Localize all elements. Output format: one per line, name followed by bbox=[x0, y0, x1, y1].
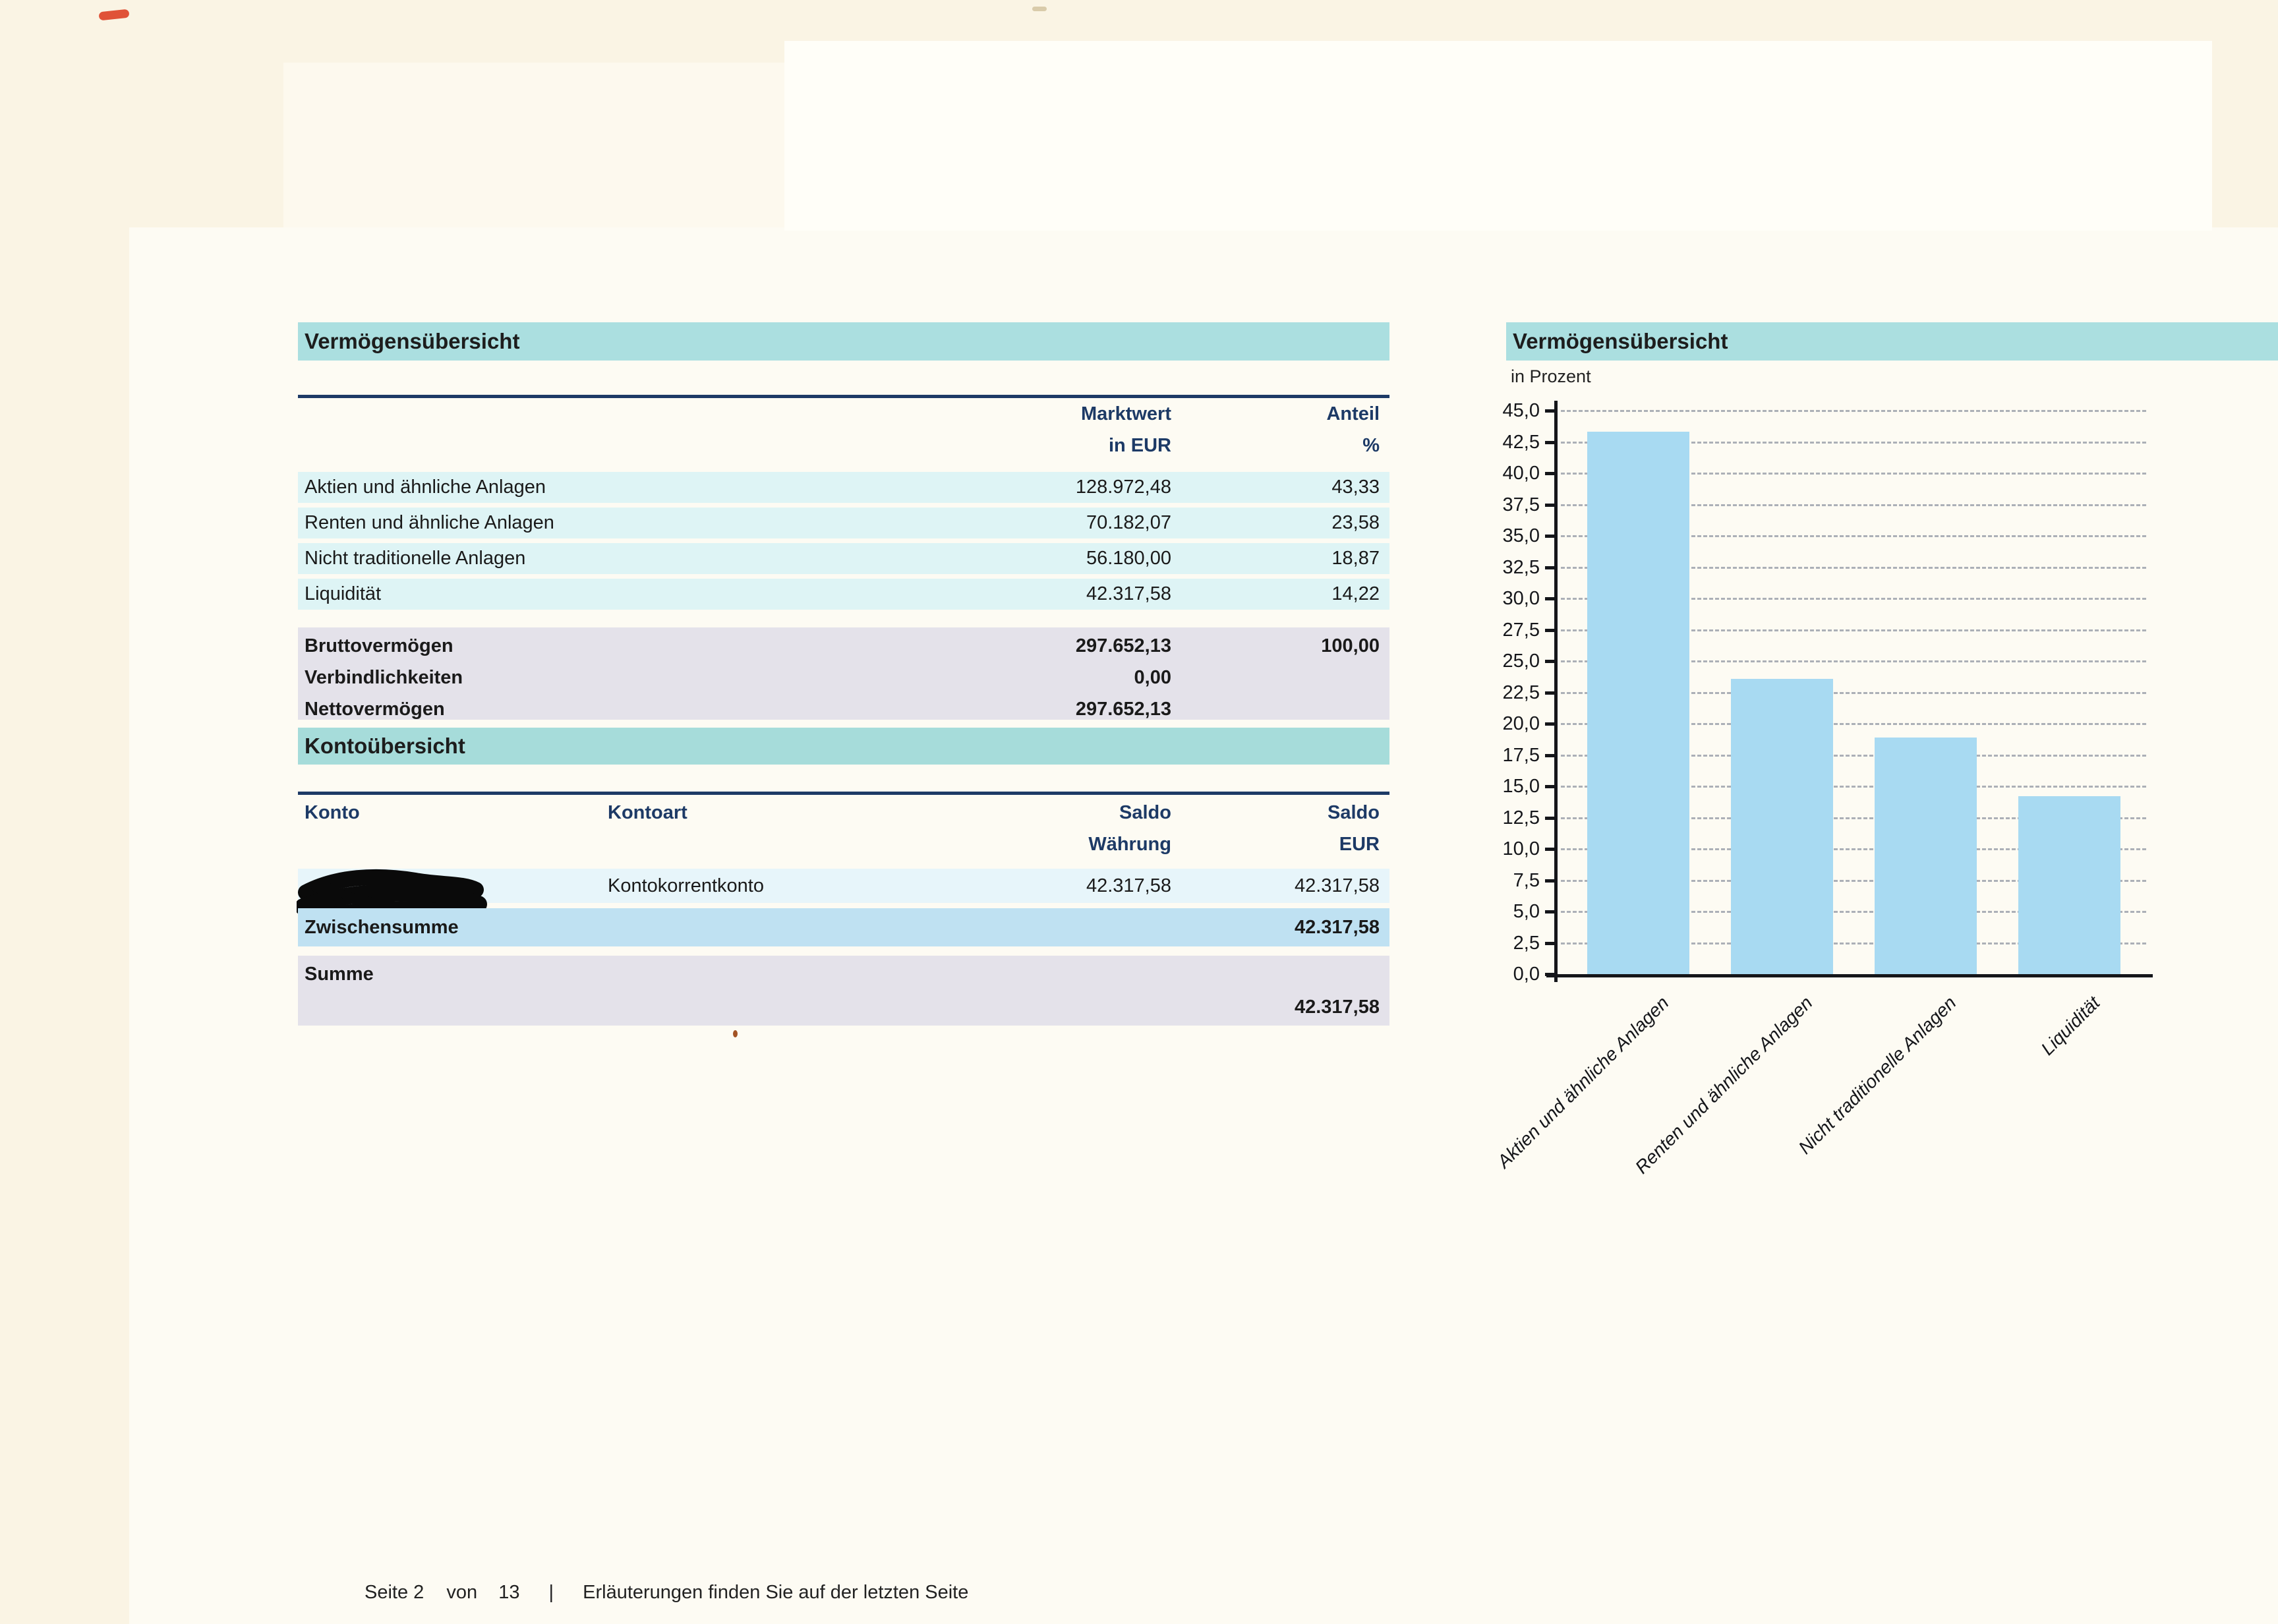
col-header-marktwert: Marktwert bbox=[1081, 403, 1171, 424]
col-header-saldo-waehrung-1: Saldo bbox=[1119, 802, 1171, 823]
col-header-saldo-eur-1: Saldo bbox=[1328, 802, 1380, 823]
col-header-saldo-waehrung-2: Währung bbox=[1088, 834, 1171, 855]
chart-y-tick bbox=[1545, 942, 1555, 945]
paper-shade bbox=[784, 41, 2212, 231]
account-row-saldo-eur: 42.317,58 bbox=[1294, 875, 1380, 896]
total-row-label: Verbindlichkeiten bbox=[305, 667, 463, 688]
asset-row-share: 43,33 bbox=[1331, 477, 1380, 498]
account-row-kontoart: Kontokorrentkonto bbox=[608, 875, 764, 896]
page-footer bbox=[365, 1582, 968, 1604]
chart-category-label: Liquidität bbox=[2037, 992, 2104, 1059]
chart-y-tick bbox=[1545, 566, 1555, 569]
chart-title-band bbox=[1506, 322, 2278, 361]
chart-y-tick-label: 12,5 bbox=[1502, 807, 1540, 828]
account-overview-title: Kontoübersicht bbox=[305, 734, 465, 758]
chart-y-tick-label: 40,0 bbox=[1502, 463, 1540, 484]
asset-table-row bbox=[298, 508, 1389, 538]
chart-y-tick bbox=[1545, 910, 1555, 914]
asset-row-value: 128.972,48 bbox=[1075, 477, 1171, 498]
chart-y-tick-label: 30,0 bbox=[1502, 588, 1540, 609]
chart-y-tick-label: 32,5 bbox=[1502, 556, 1540, 578]
asset-table-row bbox=[298, 579, 1389, 610]
chart-x-axis-baseline bbox=[1546, 974, 2153, 977]
chart-y-tick bbox=[1545, 441, 1555, 444]
summe-value: 42.317,58 bbox=[1294, 997, 1380, 1018]
chart-y-tick-label: 45,0 bbox=[1502, 400, 1540, 421]
table-top-rule bbox=[298, 395, 1389, 398]
col-header-percent: % bbox=[1362, 435, 1380, 456]
chart-y-tick bbox=[1545, 409, 1555, 413]
col-header-in-eur: in EUR bbox=[1108, 435, 1171, 456]
footer-separator: | bbox=[548, 1582, 554, 1603]
zwischensumme-band bbox=[298, 908, 1389, 946]
total-row-value: 0,00 bbox=[1134, 667, 1171, 688]
chart-y-tick-label: 7,5 bbox=[1513, 869, 1540, 891]
chart-y-tick-label: 37,5 bbox=[1502, 494, 1540, 515]
total-row-value: 297.652,13 bbox=[1075, 699, 1171, 720]
col-header-saldo-eur-2: EUR bbox=[1339, 834, 1380, 855]
scan-artifact-speck bbox=[733, 1030, 738, 1037]
col-header-konto: Konto bbox=[305, 802, 360, 823]
chart-y-tick bbox=[1545, 535, 1555, 538]
chart-y-tick-label: 42,5 bbox=[1502, 431, 1540, 453]
col-header-anteil: Anteil bbox=[1326, 403, 1380, 424]
paper-shade bbox=[283, 63, 784, 227]
chart-y-tick-label: 15,0 bbox=[1502, 776, 1540, 797]
footer-of-word: von bbox=[446, 1582, 478, 1603]
chart-y-tick-label: 22,5 bbox=[1502, 682, 1540, 703]
scan-artifact-red-mark bbox=[98, 9, 129, 21]
chart-y-tick-label: 5,0 bbox=[1513, 901, 1540, 922]
chart-y-tick-label: 20,0 bbox=[1502, 713, 1540, 734]
asset-row-label: Renten und ähnliche Anlagen bbox=[305, 512, 554, 533]
chart-y-tick bbox=[1545, 754, 1555, 757]
chart-y-tick bbox=[1545, 629, 1555, 632]
chart-bar bbox=[1587, 432, 1689, 974]
chart-category-label: Nicht traditionelle Anlagen bbox=[1794, 992, 1960, 1158]
chart-y-tick bbox=[1545, 660, 1555, 663]
chart-gridline bbox=[1561, 410, 2146, 412]
scan-artifact-speck bbox=[1032, 7, 1047, 11]
asset-total-row bbox=[298, 695, 1389, 724]
chart-y-tick bbox=[1545, 785, 1555, 788]
chart-y-tick-label: 35,0 bbox=[1502, 525, 1540, 546]
chart-y-tick-label: 2,5 bbox=[1513, 932, 1540, 954]
zwischensumme-label: Zwischensumme bbox=[305, 917, 459, 938]
chart-title: Vermögensübersicht bbox=[1513, 329, 1728, 353]
footer-page-number: Seite 2 bbox=[365, 1582, 424, 1603]
total-row-value: 297.652,13 bbox=[1075, 635, 1171, 656]
chart-y-tick bbox=[1545, 597, 1555, 600]
chart-y-tick-label: 25,0 bbox=[1502, 651, 1540, 672]
footer-note: Erläuterungen finden Sie auf der letzten Seite bbox=[583, 1582, 969, 1603]
chart-y-tick bbox=[1545, 722, 1555, 726]
chart-y-tick bbox=[1545, 691, 1555, 695]
asset-total-row bbox=[298, 631, 1389, 660]
chart-y-tick-label: 27,5 bbox=[1502, 619, 1540, 641]
chart-y-tick-label: 10,0 bbox=[1502, 838, 1540, 859]
total-row-share: 100,00 bbox=[1321, 635, 1380, 656]
asset-row-label: Liquidität bbox=[305, 583, 382, 604]
chart-y-tick bbox=[1545, 504, 1555, 507]
chart-y-tick bbox=[1545, 879, 1555, 883]
chart-y-tick-label: 17,5 bbox=[1502, 744, 1540, 766]
chart-bar bbox=[1875, 738, 1977, 974]
chart-category-label: Aktien und ähnliche Anlagen bbox=[1493, 992, 1673, 1172]
chart-bar bbox=[1731, 679, 1833, 974]
summe-band bbox=[298, 956, 1389, 1026]
zwischensumme-value: 42.317,58 bbox=[1294, 917, 1380, 938]
account-overview-title-band bbox=[298, 728, 1389, 765]
asset-row-share: 18,87 bbox=[1331, 548, 1380, 569]
total-row-label: Bruttovermögen bbox=[305, 635, 453, 656]
asset-row-value: 42.317,58 bbox=[1086, 583, 1171, 604]
chart-unit-label: in Prozent bbox=[1511, 366, 1591, 386]
chart-category-label: Renten und ähnliche Anlagen bbox=[1631, 992, 1817, 1178]
account-row-saldo-waehrung: 42.317,58 bbox=[1086, 875, 1171, 896]
footer-total-pages: 13 bbox=[498, 1582, 520, 1603]
account-table-top-rule bbox=[298, 792, 1389, 795]
asset-total-row bbox=[298, 663, 1389, 692]
chart-y-tick bbox=[1545, 472, 1555, 475]
asset-row-label: Aktien und ähnliche Anlagen bbox=[305, 477, 546, 498]
asset-row-value: 70.182,07 bbox=[1086, 512, 1171, 533]
chart-y-tick bbox=[1545, 817, 1555, 820]
asset-row-label: Nicht traditionelle Anlagen bbox=[305, 548, 526, 569]
asset-table-row bbox=[298, 472, 1389, 503]
asset-row-share: 23,58 bbox=[1331, 512, 1380, 533]
summe-label: Summe bbox=[305, 964, 374, 985]
asset-overview-title-band bbox=[298, 322, 1389, 361]
total-row-label: Nettovermögen bbox=[305, 699, 445, 720]
chart-y-tick-label: 0,0 bbox=[1513, 964, 1540, 985]
asset-table-row bbox=[298, 543, 1389, 574]
asset-row-value: 56.180,00 bbox=[1086, 548, 1171, 569]
asset-overview-title: Vermögensübersicht bbox=[305, 329, 520, 353]
chart-bar bbox=[2018, 796, 2120, 974]
asset-row-share: 14,22 bbox=[1331, 583, 1380, 604]
chart-y-tick bbox=[1545, 848, 1555, 851]
col-header-kontoart: Kontoart bbox=[608, 802, 687, 823]
